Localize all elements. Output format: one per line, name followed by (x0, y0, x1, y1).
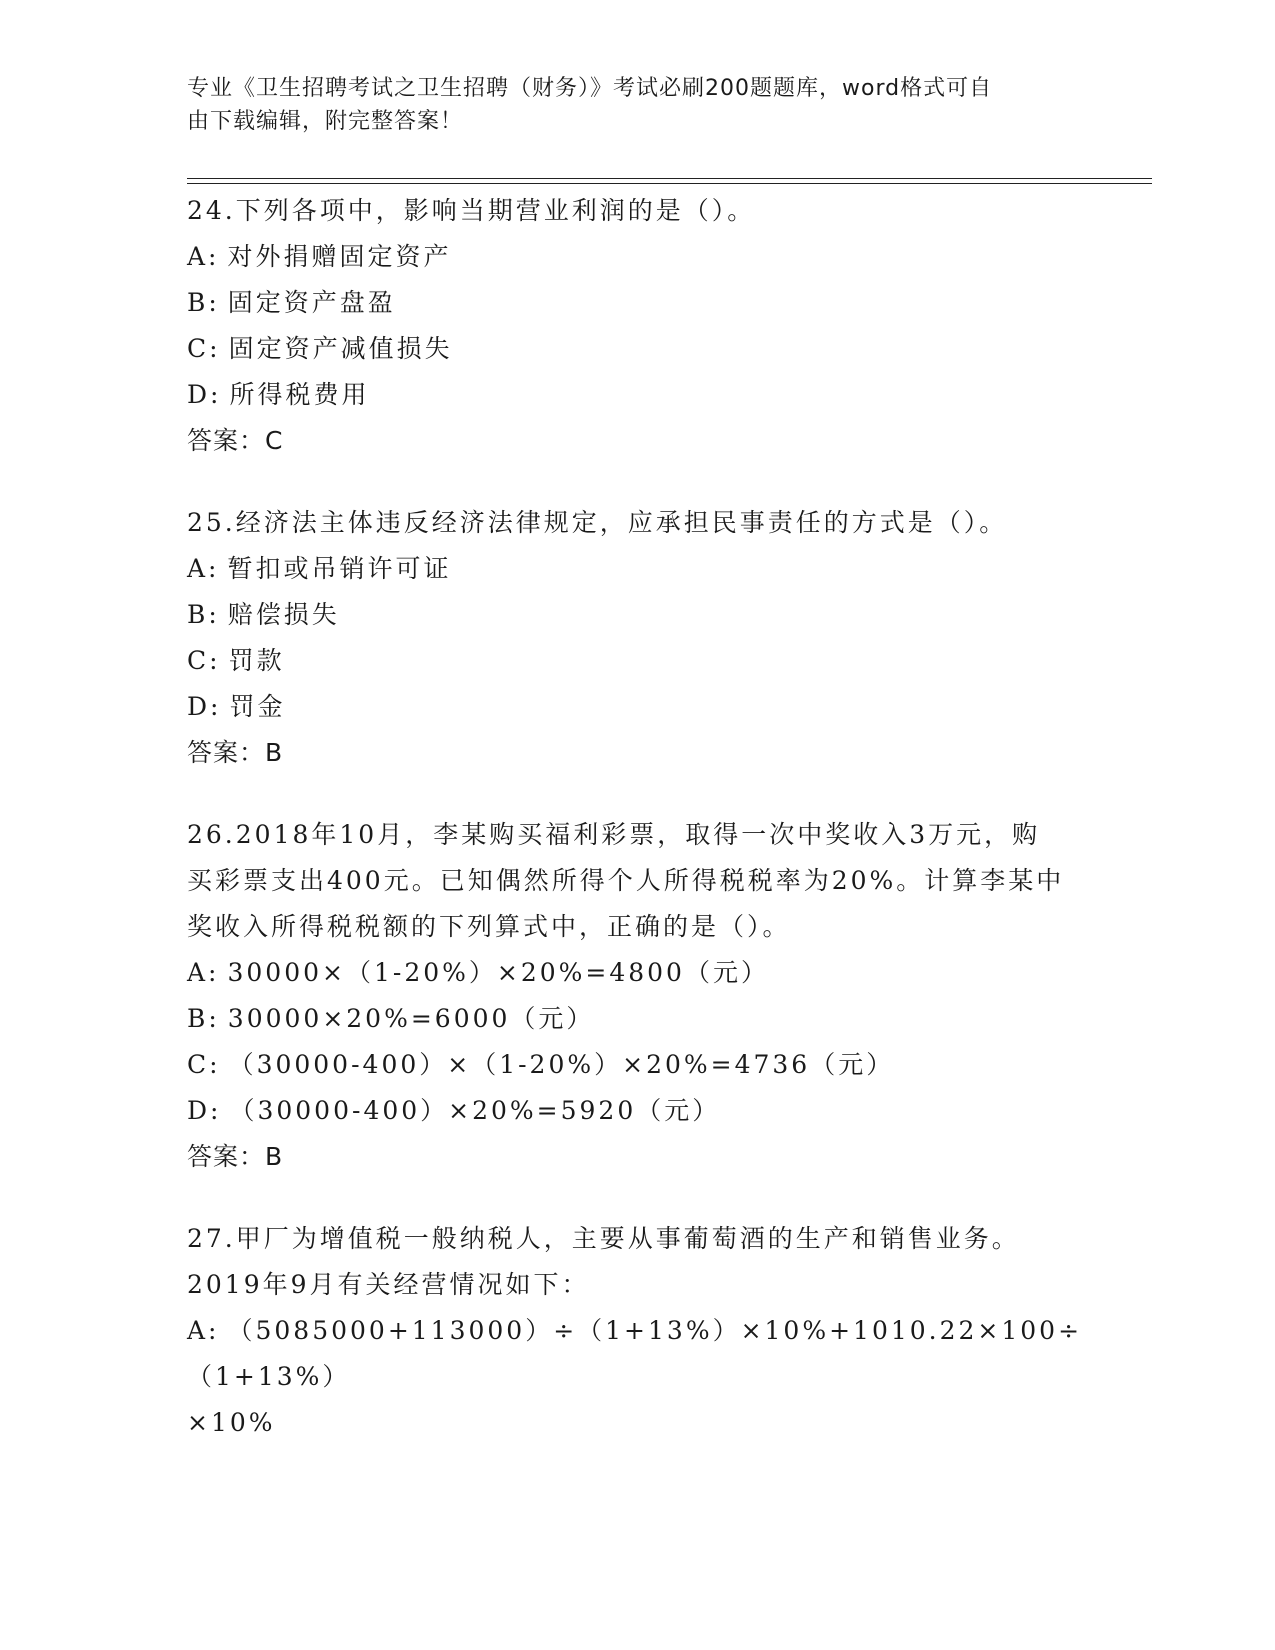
option-b (187, 280, 1087, 326)
question-text-line-1: 27.甲厂为增值税一般纳税人，主要从事葡萄酒的生产和销售业务。 (187, 1224, 1020, 1253)
option-text: 赔偿损失 (227, 600, 340, 629)
question-text: 25.经济法主体违反经济法律规定，应承担民事责任的方式是（）。 (187, 508, 1008, 537)
option-b (187, 996, 1087, 1042)
option-a (187, 546, 1087, 592)
option-c (187, 326, 1087, 372)
question-26 (187, 812, 1087, 1180)
question-25 (187, 500, 1087, 776)
option-label: A: (187, 242, 220, 271)
option-text: 所得税费用 (229, 380, 370, 409)
answer-line: 答案：B (187, 738, 284, 767)
option-a (187, 950, 1087, 996)
question-text-line-2: 2019年9月有关经营情况如下： (187, 1270, 590, 1299)
question-text-line-2: 买彩票支出400元。已知偶然所得个人所得税税率为20%。计算李某中 (187, 866, 1065, 895)
option-text: 暂扣或吊销许可证 (227, 554, 452, 583)
option-label: B: (187, 600, 220, 629)
option-text: 罚金 (229, 692, 286, 721)
option-d (187, 1088, 1087, 1134)
option-a (187, 234, 1087, 280)
option-text: 罚款 (228, 646, 285, 675)
answer-line: 答案：C (187, 426, 284, 455)
option-label: B: (187, 1004, 220, 1033)
option-d (187, 684, 1087, 730)
option-label: D: (187, 1096, 222, 1125)
document-header (187, 72, 1067, 138)
header-line-2: 由下载编辑，附完整答案！ (187, 109, 464, 134)
option-text: ×10% (187, 1408, 276, 1437)
option-d (187, 372, 1087, 418)
question-text: 24.下列各项中，影响当期营业利润的是（）。 (187, 196, 756, 225)
option-label: B: (187, 288, 220, 317)
option-c (187, 1042, 1087, 1088)
header-line-1: 专业《卫生招聘考试之卫生招聘（财务）》考试必刷200题题库，word格式可自 (187, 76, 993, 101)
question-24 (187, 188, 1087, 464)
option-label: A: (187, 958, 220, 987)
option-text: （30000-400）×（1-20%）×20%=4736（元） (228, 1050, 895, 1079)
question-list (187, 188, 1087, 1482)
option-label: C: (187, 334, 221, 363)
option-c (187, 638, 1087, 684)
option-b (187, 592, 1087, 638)
option-text: 对外捐赠固定资产 (227, 242, 452, 271)
option-a (187, 1308, 1087, 1400)
option-text: （5085000+113000）÷（1+13%）×10%+1010.22×100÷（1+13%） (187, 1316, 1083, 1391)
option-text: 30000×（1-20%）×20%=4800（元） (227, 958, 769, 987)
header-divider-top (187, 178, 1152, 179)
option-label: A: (187, 554, 220, 583)
option-label: D: (187, 692, 222, 721)
option-text: 30000×20%=6000（元） (227, 1004, 595, 1033)
question-27 (187, 1216, 1087, 1446)
question-text-line-3: 奖收入所得税税额的下列算式中，正确的是（）。 (187, 912, 791, 941)
option-a-continuation (187, 1400, 1087, 1446)
option-text: 固定资产减值损失 (228, 334, 453, 363)
option-label: C: (187, 646, 221, 675)
option-label: C: (187, 1050, 221, 1079)
answer-line: 答案：B (187, 1142, 284, 1171)
option-text: 固定资产盘盈 (227, 288, 396, 317)
option-text: （30000-400）×20%=5920（元） (229, 1096, 721, 1125)
option-label: D: (187, 380, 222, 409)
option-label: A: (187, 1316, 220, 1345)
question-text-line-1: 26.2018年10月，李某购买福利彩票，取得一次中奖收入3万元，购 (187, 820, 1041, 849)
header-divider-bottom (187, 183, 1152, 184)
